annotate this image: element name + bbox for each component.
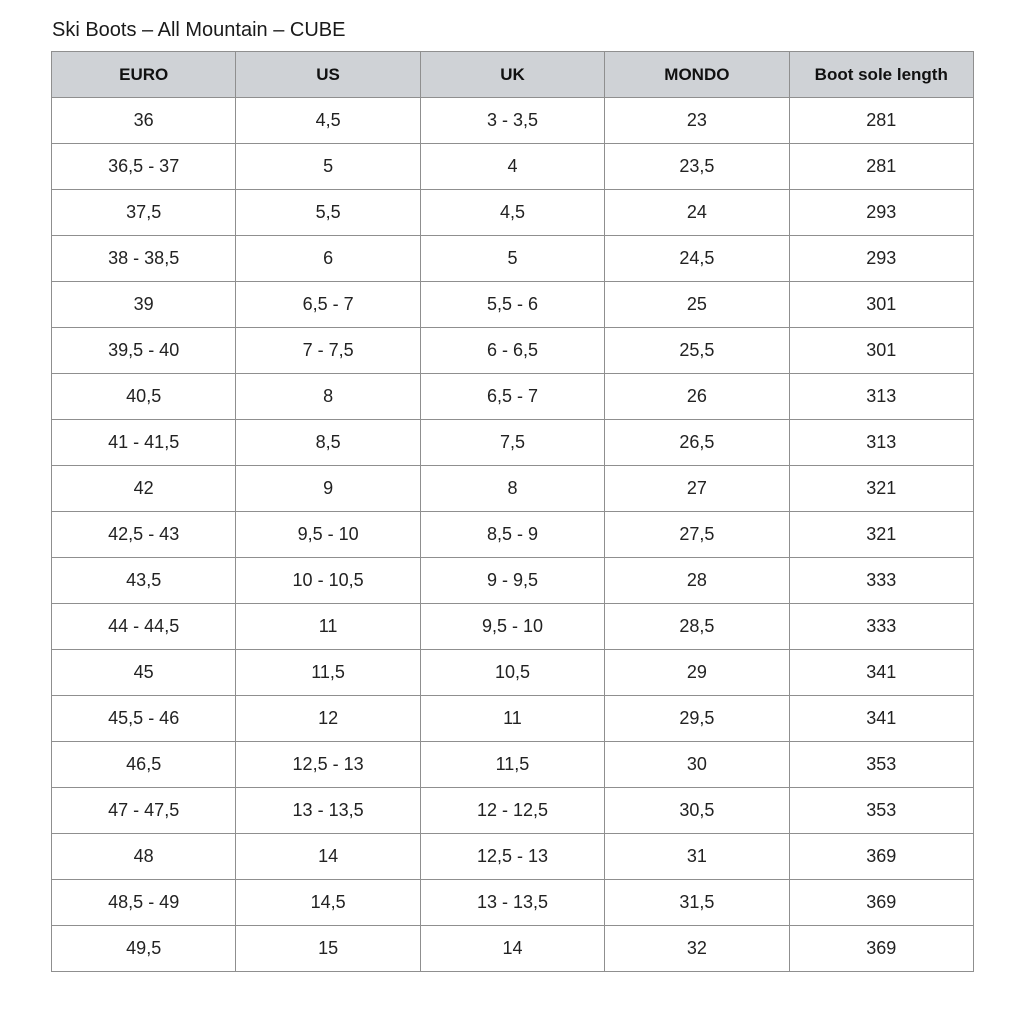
table-row [52,236,974,282]
cell-us: 5,5 [236,190,420,236]
cell-uk: 11 [420,696,604,742]
cell-us: 5 [236,144,420,190]
table-row [52,880,974,926]
header-euro: EURO [52,52,236,98]
table-row [52,190,974,236]
cell-euro: 39 [52,282,236,328]
cell-boot-sole-length: 369 [789,834,973,880]
cell-boot-sole-length: 293 [789,190,973,236]
cell-boot-sole-length: 281 [789,144,973,190]
table-row [52,834,974,880]
cell-mondo: 23 [605,98,789,144]
table-row [52,926,974,972]
cell-boot-sole-length: 353 [789,788,973,834]
cell-euro: 42 [52,466,236,512]
cell-mondo: 27,5 [605,512,789,558]
cell-boot-sole-length: 313 [789,374,973,420]
size-chart-table [51,51,974,972]
cell-uk: 12 - 12,5 [420,788,604,834]
cell-euro: 37,5 [52,190,236,236]
cell-mondo: 31 [605,834,789,880]
cell-uk: 7,5 [420,420,604,466]
cell-mondo: 29,5 [605,696,789,742]
cell-mondo: 24 [605,190,789,236]
cell-mondo: 30,5 [605,788,789,834]
cell-us: 11 [236,604,420,650]
header-us: US [236,52,420,98]
table-row [52,282,974,328]
table-row [52,650,974,696]
cell-us: 13 - 13,5 [236,788,420,834]
cell-uk: 10,5 [420,650,604,696]
table-row [52,420,974,466]
cell-euro: 36,5 - 37 [52,144,236,190]
cell-euro: 47 - 47,5 [52,788,236,834]
cell-boot-sole-length: 321 [789,466,973,512]
cell-uk: 14 [420,926,604,972]
header-row [52,52,974,98]
cell-us: 9 [236,466,420,512]
cell-uk: 8,5 - 9 [420,512,604,558]
cell-uk: 8 [420,466,604,512]
cell-us: 9,5 - 10 [236,512,420,558]
cell-uk: 12,5 - 13 [420,834,604,880]
cell-boot-sole-length: 293 [789,236,973,282]
table-row [52,512,974,558]
cell-us: 6,5 - 7 [236,282,420,328]
cell-uk: 4 [420,144,604,190]
cell-us: 11,5 [236,650,420,696]
cell-euro: 46,5 [52,742,236,788]
cell-uk: 4,5 [420,190,604,236]
header-uk: UK [420,52,604,98]
cell-boot-sole-length: 353 [789,742,973,788]
cell-euro: 40,5 [52,374,236,420]
cell-uk: 11,5 [420,742,604,788]
cell-boot-sole-length: 281 [789,98,973,144]
cell-mondo: 29 [605,650,789,696]
cell-boot-sole-length: 369 [789,926,973,972]
cell-euro: 41 - 41,5 [52,420,236,466]
cell-uk: 6,5 - 7 [420,374,604,420]
table-row [52,604,974,650]
cell-us: 7 - 7,5 [236,328,420,374]
cell-euro: 44 - 44,5 [52,604,236,650]
cell-euro: 48 [52,834,236,880]
cell-euro: 48,5 - 49 [52,880,236,926]
cell-boot-sole-length: 369 [789,880,973,926]
table-row [52,696,974,742]
table-row [52,788,974,834]
cell-us: 12 [236,696,420,742]
table-row [52,98,974,144]
cell-mondo: 28 [605,558,789,604]
cell-us: 4,5 [236,98,420,144]
cell-uk: 5,5 - 6 [420,282,604,328]
cell-uk: 9 - 9,5 [420,558,604,604]
cell-mondo: 28,5 [605,604,789,650]
cell-euro: 45,5 - 46 [52,696,236,742]
cell-mondo: 31,5 [605,880,789,926]
cell-uk: 13 - 13,5 [420,880,604,926]
cell-uk: 6 - 6,5 [420,328,604,374]
cell-mondo: 27 [605,466,789,512]
cell-us: 8 [236,374,420,420]
cell-mondo: 32 [605,926,789,972]
cell-euro: 49,5 [52,926,236,972]
cell-uk: 5 [420,236,604,282]
cell-us: 15 [236,926,420,972]
table-row [52,742,974,788]
cell-boot-sole-length: 341 [789,696,973,742]
table-row [52,374,974,420]
cell-us: 14 [236,834,420,880]
cell-boot-sole-length: 313 [789,420,973,466]
cell-us: 14,5 [236,880,420,926]
cell-us: 8,5 [236,420,420,466]
header-boot-sole-length: Boot sole length [789,52,973,98]
cell-uk: 3 - 3,5 [420,98,604,144]
cell-mondo: 26 [605,374,789,420]
cell-us: 10 - 10,5 [236,558,420,604]
cell-mondo: 25,5 [605,328,789,374]
cell-boot-sole-length: 321 [789,512,973,558]
cell-boot-sole-length: 301 [789,282,973,328]
table-row [52,328,974,374]
cell-euro: 45 [52,650,236,696]
cell-euro: 42,5 - 43 [52,512,236,558]
cell-boot-sole-length: 333 [789,558,973,604]
cell-mondo: 25 [605,282,789,328]
cell-euro: 39,5 - 40 [52,328,236,374]
cell-boot-sole-length: 333 [789,604,973,650]
cell-uk: 9,5 - 10 [420,604,604,650]
header-mondo: MONDO [605,52,789,98]
cell-euro: 38 - 38,5 [52,236,236,282]
cell-us: 6 [236,236,420,282]
cell-euro: 36 [52,98,236,144]
table-row [52,558,974,604]
cell-euro: 43,5 [52,558,236,604]
cell-us: 12,5 - 13 [236,742,420,788]
table-row [52,144,974,190]
cell-mondo: 26,5 [605,420,789,466]
cell-boot-sole-length: 341 [789,650,973,696]
table-body [52,98,974,972]
table-header [52,52,974,98]
cell-mondo: 30 [605,742,789,788]
cell-mondo: 24,5 [605,236,789,282]
page-title: Ski Boots – All Mountain – CUBE [52,19,346,41]
table-row [52,466,974,512]
cell-mondo: 23,5 [605,144,789,190]
cell-boot-sole-length: 301 [789,328,973,374]
